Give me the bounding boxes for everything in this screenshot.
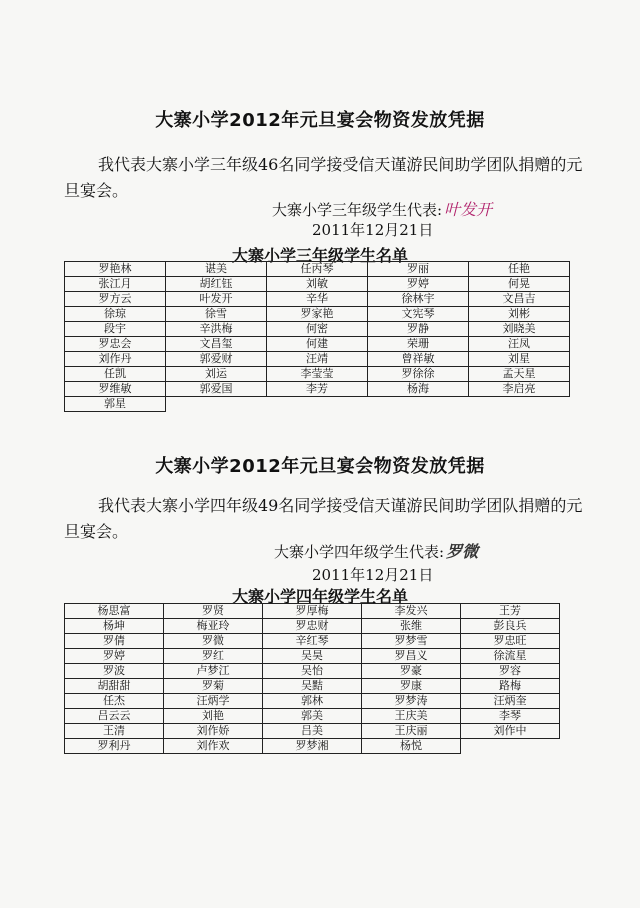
name-cell: 任艳: [469, 262, 570, 277]
name-cell: 郭美: [263, 709, 362, 724]
name-cell: 何建: [267, 337, 368, 352]
doc1-date: 2011年12月21日: [312, 221, 434, 239]
name-cell: 罗康: [362, 679, 461, 694]
table-row: [65, 262, 570, 277]
name-cell: 罗昌义: [362, 649, 461, 664]
doc1-list-title: 大寨小学三年级学生名单: [231, 246, 408, 265]
table-row: [65, 709, 560, 724]
name-cell: 任凯: [65, 367, 166, 382]
name-cell: 李琴: [461, 709, 560, 724]
name-cell: 文昌玺: [166, 337, 267, 352]
name-cell: 罗方云: [65, 292, 166, 307]
name-cell: 郭星: [65, 397, 166, 412]
doc2-date: 2011年12月21日: [312, 566, 434, 584]
name-cell: 张维: [362, 619, 461, 634]
name-cell: 任丙琴: [267, 262, 368, 277]
name-cell: 罗容: [461, 664, 560, 679]
doc1-title: 大寨小学2012年元旦宴会物资发放凭据: [155, 110, 485, 131]
name-cell: 罗微: [164, 634, 263, 649]
name-cell: 罗梦湘: [263, 739, 362, 754]
name-cell: 罗维敏: [65, 382, 166, 397]
name-cell: 彭良兵: [461, 619, 560, 634]
name-cell: [166, 397, 267, 412]
name-cell: 卢梦江: [164, 664, 263, 679]
name-cell: 郭爱财: [166, 352, 267, 367]
name-cell: 罗梦涛: [362, 694, 461, 709]
name-cell: 刘作丹: [65, 352, 166, 367]
name-cell: 李莹莹: [267, 367, 368, 382]
name-cell: 胡甜甜: [65, 679, 164, 694]
name-cell: 胡红钰: [166, 277, 267, 292]
name-cell: 罗波: [65, 664, 164, 679]
name-cell: 徐雪: [166, 307, 267, 322]
name-cell: [267, 397, 368, 412]
table-row: [65, 307, 570, 322]
name-cell: 刘作娇: [164, 724, 263, 739]
name-cell: 李发兴: [362, 604, 461, 619]
table-row: [65, 277, 570, 292]
name-cell: 汪凤: [469, 337, 570, 352]
name-cell: 罗徐徐: [368, 367, 469, 382]
table-row: [65, 397, 570, 412]
table-row: [65, 382, 570, 397]
name-cell: 刘运: [166, 367, 267, 382]
name-cell: 谌美: [166, 262, 267, 277]
name-cell: 徐流星: [461, 649, 560, 664]
name-cell: 吕云云: [65, 709, 164, 724]
table-row: [65, 664, 560, 679]
name-cell: 路梅: [461, 679, 560, 694]
name-cell: 罗忠财: [263, 619, 362, 634]
name-cell: 任杰: [65, 694, 164, 709]
name-cell: 辛华: [267, 292, 368, 307]
name-cell: 文昌吉: [469, 292, 570, 307]
table-row: [65, 337, 570, 352]
table-row: [65, 724, 560, 739]
name-cell: 李启亮: [469, 382, 570, 397]
name-cell: 杨悦: [362, 739, 461, 754]
name-cell: 刘作中: [461, 724, 560, 739]
doc1-roster-table: [64, 261, 570, 412]
doc1-paragraph: 我代表大寨小学三年级46名同学接受信天谨游民间助学团队捐赠的元旦宴会。: [64, 155, 583, 200]
name-cell: 何密: [267, 322, 368, 337]
name-cell: 罗厚梅: [263, 604, 362, 619]
name-cell: [368, 397, 469, 412]
table-row: [65, 649, 560, 664]
name-cell: 李芳: [267, 382, 368, 397]
name-cell: 何晃: [469, 277, 570, 292]
name-cell: 吴昊: [263, 649, 362, 664]
name-cell: 罗利丹: [65, 739, 164, 754]
name-cell: 文宪琴: [368, 307, 469, 322]
name-cell: 徐林宇: [368, 292, 469, 307]
table-row: [65, 679, 560, 694]
name-cell: 吴黠: [263, 679, 362, 694]
name-cell: 罗倩: [65, 634, 164, 649]
name-cell: 罗家艳: [267, 307, 368, 322]
name-cell: 罗婷: [65, 649, 164, 664]
name-cell: 吕美: [263, 724, 362, 739]
name-cell: 王清: [65, 724, 164, 739]
table-row: [65, 604, 560, 619]
name-cell: 刘晓美: [469, 322, 570, 337]
name-cell: 罗红: [164, 649, 263, 664]
doc2-paragraph: 我代表大寨小学四年级49名同学接受信天谨游民间助学团队捐赠的元旦宴会。: [64, 496, 583, 541]
table-row: [65, 322, 570, 337]
name-cell: 罗婷: [368, 277, 469, 292]
name-cell: 王芳: [461, 604, 560, 619]
doc2-representative: [274, 539, 478, 562]
name-cell: 郭林: [263, 694, 362, 709]
name-cell: 罗梦雪: [362, 634, 461, 649]
name-cell: 梅亚玲: [164, 619, 263, 634]
name-cell: 荣珊: [368, 337, 469, 352]
name-cell: 杨思富: [65, 604, 164, 619]
table-row: [65, 694, 560, 709]
name-cell: 张江月: [65, 277, 166, 292]
name-cell: 曾祥敏: [368, 352, 469, 367]
name-cell: 罗丽: [368, 262, 469, 277]
doc1-rep-label: 大寨小学三年级学生代表:: [272, 201, 443, 219]
name-cell: [469, 397, 570, 412]
name-cell: 杨海: [368, 382, 469, 397]
doc2-list-title: 大寨小学四年级学生名单: [231, 587, 408, 606]
name-cell: 吴怡: [263, 664, 362, 679]
table-row: [65, 634, 560, 649]
name-cell: 罗忠会: [65, 337, 166, 352]
name-cell: 罗菊: [164, 679, 263, 694]
name-cell: 孟天星: [469, 367, 570, 382]
doc2-rep-label: 大寨小学四年级学生代表:: [274, 543, 445, 561]
name-cell: 刘艳: [164, 709, 263, 724]
table-row: [65, 739, 560, 754]
name-cell: 辛洪梅: [166, 322, 267, 337]
name-cell: 徐琼: [65, 307, 166, 322]
name-cell: 汪靖: [267, 352, 368, 367]
doc2-roster-table: [64, 603, 560, 754]
table-row: [65, 352, 570, 367]
name-cell: 罗贤: [164, 604, 263, 619]
table-row: [65, 619, 560, 634]
name-cell: 刘星: [469, 352, 570, 367]
name-cell: 刘彬: [469, 307, 570, 322]
name-cell: 罗豪: [362, 664, 461, 679]
name-cell: 刘敏: [267, 277, 368, 292]
doc1-representative: [272, 197, 492, 220]
name-cell: 王庆丽: [362, 724, 461, 739]
table-row: [65, 292, 570, 307]
name-cell: 罗静: [368, 322, 469, 337]
doc2-title: 大寨小学2012年元旦宴会物资发放凭据: [155, 456, 485, 477]
name-cell: 郭爱国: [166, 382, 267, 397]
name-cell: 辛红琴: [263, 634, 362, 649]
name-cell: 叶发开: [166, 292, 267, 307]
name-cell: 罗艳林: [65, 262, 166, 277]
doc1-signature: 叶发开: [444, 200, 493, 219]
name-cell: 罗忠旺: [461, 634, 560, 649]
doc2-signature: 罗微: [446, 542, 479, 561]
name-cell: 刘作欢: [164, 739, 263, 754]
name-cell: [461, 739, 560, 754]
name-cell: 王庆美: [362, 709, 461, 724]
name-cell: 段宇: [65, 322, 166, 337]
name-cell: 汪炳学: [164, 694, 263, 709]
name-cell: 杨坤: [65, 619, 164, 634]
table-row: [65, 367, 570, 382]
name-cell: 汪炳奎: [461, 694, 560, 709]
